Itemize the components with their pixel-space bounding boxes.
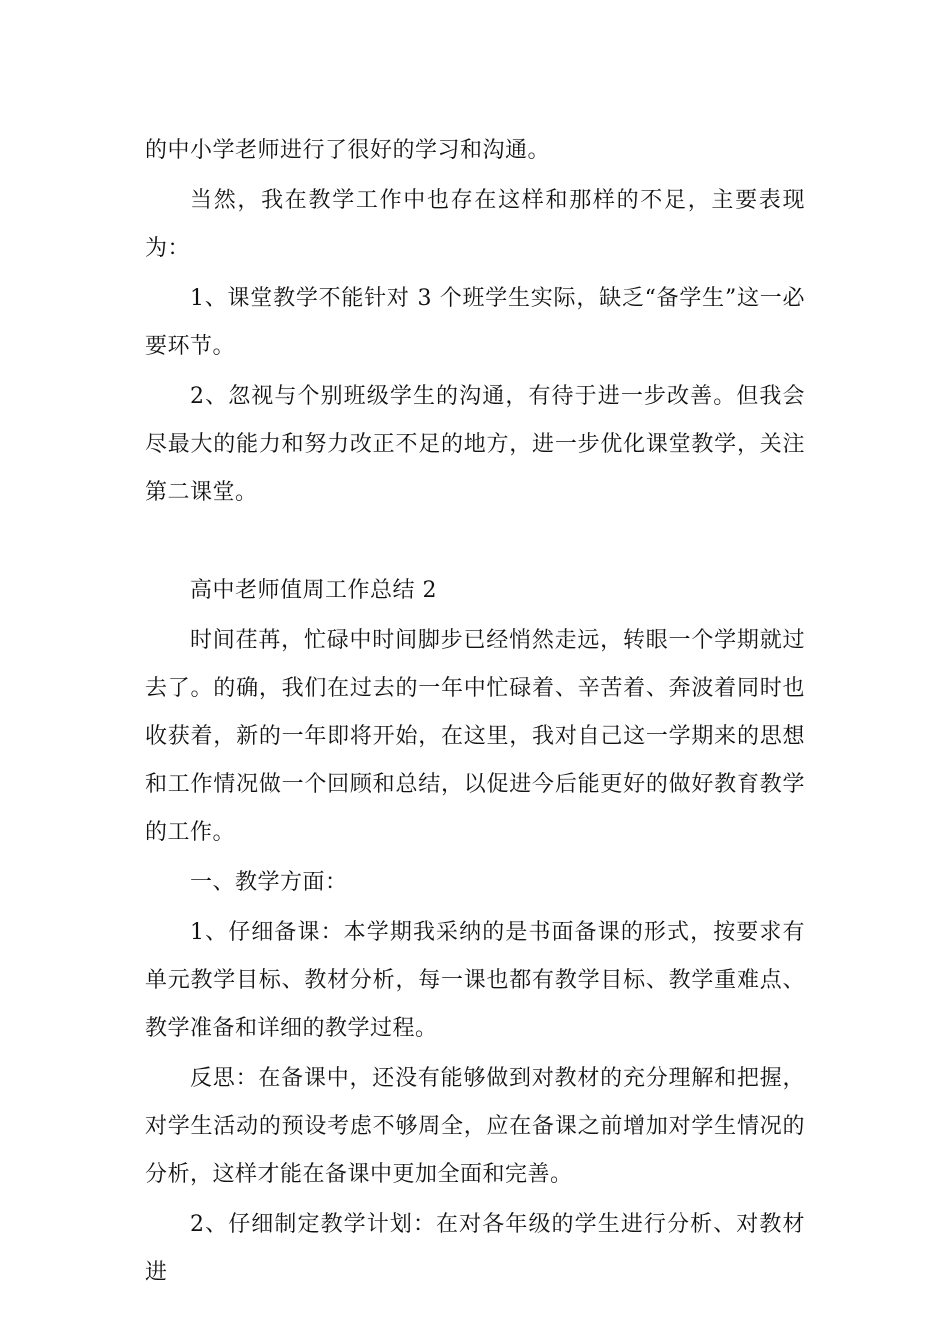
paragraph-intro: 时间荏苒，忙碌中时间脚步已经悄然走远，转眼一个学期就过去了。的确，我们在过去的一年中忙碌着、辛苦着、奔波着同时也收获着，新的一年即将开始，在这里，我对自己这一学期来的思想和工作情况做一个回顾和总结，以促进今后能更好的做好教育教学的工作。 [145,628,805,845]
paragraph-reflection: 反思：在备课中，还没有能够做到对教材的充分理解和把握，对学生活动的预设考虑不够周全，应在备课之前增加对学生情况的分析，这样才能在备课中更加全面和完善。 [145,1066,805,1187]
paragraph-teaching-plan: 2、仔细制定教学计划：在对各年级的学生进行分析、对教材进 [145,1212,805,1285]
paragraph-shortcoming-1: 1、课堂教学不能针对 3 个班学生实际，缺乏“备学生”这一必要环节。 [145,286,805,359]
document-body [145,127,805,1299]
paragraph-continuation: 的中小学老师进行了很好的学习和沟通。 [145,138,551,163]
section-spacer [145,519,805,567]
paragraph-shortcomings-intro: 当然，我在教学工作中也存在这样和那样的不足，主要表现为： [145,188,805,261]
heading-teaching: 一、教学方面： [190,870,348,895]
section-title: 高中老师值周工作总结 2 [190,578,437,603]
paragraph-shortcoming-2: 2、忽视与个别班级学生的沟通，有待于进一步改善。但我会尽最大的能力和努力改正不足的地方，进一步优化课堂教学，关注第二课堂。 [145,384,805,505]
paragraph-lesson-prep: 1、仔细备课：本学期我采纳的是书面备课的形式，按要求有单元教学目标、教材分析，每一课也都有教学目标、教学重难点、教学准备和详细的教学过程。 [145,920,805,1041]
